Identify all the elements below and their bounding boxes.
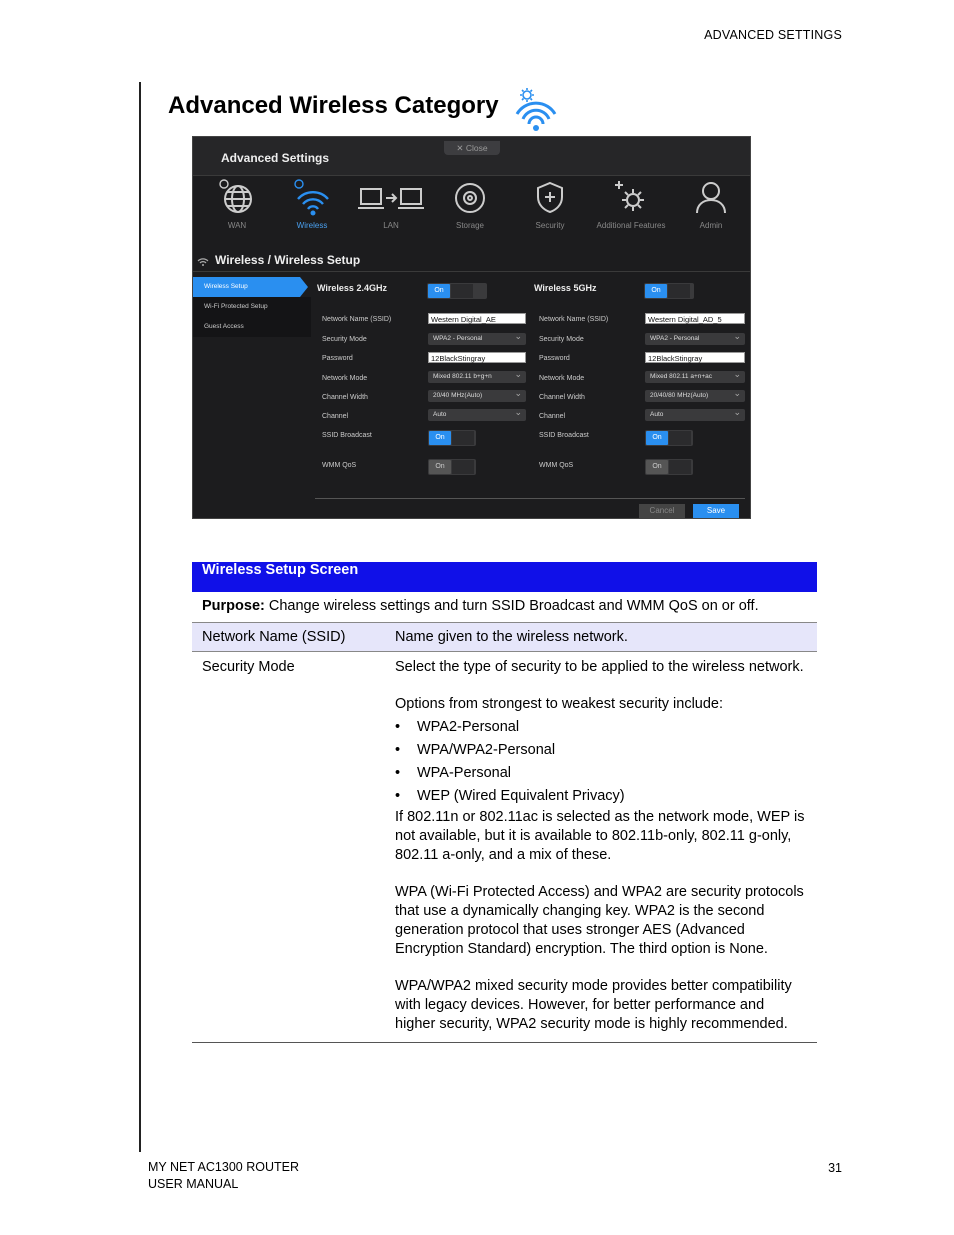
field-label: Channel Width [322,394,368,401]
field-label: Security Mode [322,336,367,343]
sidebar-item-guest-access[interactable]: Guest Access [193,317,311,337]
security-options-list [395,716,807,808]
nav-lan[interactable] [351,177,431,230]
user-icon [691,177,731,217]
wifi-small-icon [196,255,210,267]
setting-name: Network Name (SSID) [192,623,385,652]
nav-label: Security [535,221,565,230]
field-label: Network Name (SSID) [322,316,392,323]
nav-security[interactable] [510,177,590,230]
nav-additional-features[interactable] [591,177,671,230]
setting-description: Name given to the wireless network. [385,623,817,652]
nav-label: Additional Features [596,221,666,230]
toggle-label: On [429,460,451,474]
ssid-field[interactable]: Western Digital_AD_5 [645,313,745,324]
field-label: Network Mode [322,375,368,382]
router-ui-screenshot [192,136,751,519]
field-label: WMM QoS [539,462,574,469]
category-nav [193,177,750,237]
table-heading: Wireless Setup Screen [192,562,817,592]
field-label: Channel Width [539,394,585,401]
footer-line: USER MANUAL [148,1177,239,1191]
purpose-row [192,592,817,623]
ssid-broadcast-toggle[interactable] [428,430,476,446]
password-field[interactable]: 12BlackStingray [428,352,526,363]
band-heading: Wireless 5GHz [534,283,597,293]
toggle-label: On [429,431,451,445]
disc-icon [450,177,490,217]
margin-rule [139,82,141,1152]
network-mode-select[interactable]: Mixed 802.11 b+g+n ⌄ [428,371,526,383]
table-row [192,623,817,652]
page-number: 31 [828,1161,842,1175]
sidebar-item-wps[interactable]: Wi-Fi Protected Setup [193,297,311,317]
description-paragraph: WPA (Wi-Fi Protected Access) and WPA2 are security protocols that use a dynamically changing key. WPA2 is the second generation protocol that uses stronger AES (Advanced Encryption Standard) encryption. The third option is None. [395,884,804,957]
nav-label: Wireless [296,221,328,230]
band-toggle[interactable] [644,283,694,299]
nav-wireless[interactable] [272,177,352,230]
security-mode-select[interactable]: WPA2 - Personal ⌄ [645,333,745,345]
wmm-qos-toggle[interactable] [428,459,476,475]
toggle-label: On [646,431,668,445]
purpose-text: Change wireless settings and turn SSID Broadcast and WMM QoS on or off. [264,598,759,614]
nav-wan[interactable] [197,177,277,230]
window-title: Advanced Settings [221,151,330,165]
wireless-settings-icon [505,84,569,132]
toggle-label: On [645,284,667,298]
field-label: SSID Broadcast [539,432,589,439]
band-toggle[interactable] [427,283,487,299]
setting-description [385,652,817,1043]
list-item: • WPA2-Personal [395,716,807,739]
nav-label: LAN [383,221,399,230]
nav-label: Admin [699,221,723,230]
list-item: • WPA-Personal [395,762,807,785]
channel-width-select[interactable]: 20/40/80 MHz(Auto) ⌄ [645,390,745,402]
globe-icon [217,177,257,217]
ssid-field[interactable]: Western Digital_AE [428,313,526,324]
toggle-knob [668,284,690,298]
list-item: • WPA/WPA2-Personal [395,739,807,762]
toggle-knob [452,460,474,474]
wmm-qos-toggle[interactable] [645,459,693,475]
field-label: Network Name (SSID) [539,316,609,323]
toggle-knob [452,431,474,445]
toggle-knob [669,431,691,445]
field-label: Security Mode [539,336,584,343]
field-label: WMM QoS [322,462,357,469]
field-label: Password [322,355,353,362]
ssid-broadcast-toggle[interactable] [645,430,693,446]
save-button[interactable]: Save [693,504,739,518]
nav-storage[interactable] [430,177,510,230]
field-label: Channel [322,413,349,420]
nav-label: Storage [455,221,485,230]
nav-admin[interactable] [671,177,751,230]
description-paragraph: WPA/WPA2 mixed security mode provides better compatibility with legacy devices. However, for better performance and higher security, WPA2 security mode is highly recommended. [395,978,792,1032]
description-paragraph: Options from strongest to weakest security include: [395,696,724,712]
list-item: • WEP (Wired Equivalent Privacy) [395,785,807,808]
table-row [192,652,817,1043]
setting-name: Security Mode [192,652,385,1043]
section-header [193,253,750,272]
field-label: Channel [539,413,566,420]
network-mode-select[interactable]: Mixed 802.11 a+n+ac ⌄ [645,371,745,383]
purpose-label: Purpose: [202,598,265,614]
shield-icon [530,177,570,217]
page-title: Advanced Wireless Category [168,92,499,119]
field-label: Network Mode [539,375,585,382]
section-title: Wireless / Wireless Setup [215,253,361,267]
description-paragraph: Select the type of security to be applied to the wireless network. [395,659,804,675]
security-mode-select[interactable]: WPA2 - Personal ⌄ [428,333,526,345]
gear-plus-icon [611,177,651,217]
toggle-label: On [428,284,450,298]
band-heading: Wireless 2.4GHz [317,283,387,293]
window-titlebar [193,137,750,176]
channel-select[interactable]: Auto ⌄ [428,409,526,421]
sidebar-item-wireless-setup[interactable]: Wireless Setup [193,277,300,297]
footer-line: MY NET AC1300 ROUTER [148,1160,299,1174]
field-label: SSID Broadcast [322,432,372,439]
password-field[interactable]: 12BlackStingray [645,352,745,363]
close-button[interactable]: ✕ Close [444,141,500,155]
wireless-setup-table [192,562,817,1043]
description-paragraph: If 802.11n or 802.11ac is selected as the network mode, WEP is not available, but it is available to 802.11b-only, 802.11 g-only, 802.11 a-only, and a mix of these. [395,809,805,863]
cancel-button[interactable]: Cancel [639,504,685,518]
lan-computers-icon [357,177,425,217]
toggle-label: On [646,460,668,474]
running-header: ADVANCED SETTINGS [704,28,842,42]
channel-width-select[interactable]: 20/40 MHz(Auto) ⌄ [428,390,526,402]
toggle-knob [669,460,691,474]
channel-select[interactable]: Auto ⌄ [645,409,745,421]
footer-title [148,1159,299,1193]
nav-label: WAN [227,221,247,230]
toggle-knob [451,284,473,298]
sidebar [193,277,311,337]
wifi-icon [292,177,332,217]
close-label: Close [465,143,488,153]
field-label: Password [539,355,570,362]
footer-divider [315,498,745,499]
